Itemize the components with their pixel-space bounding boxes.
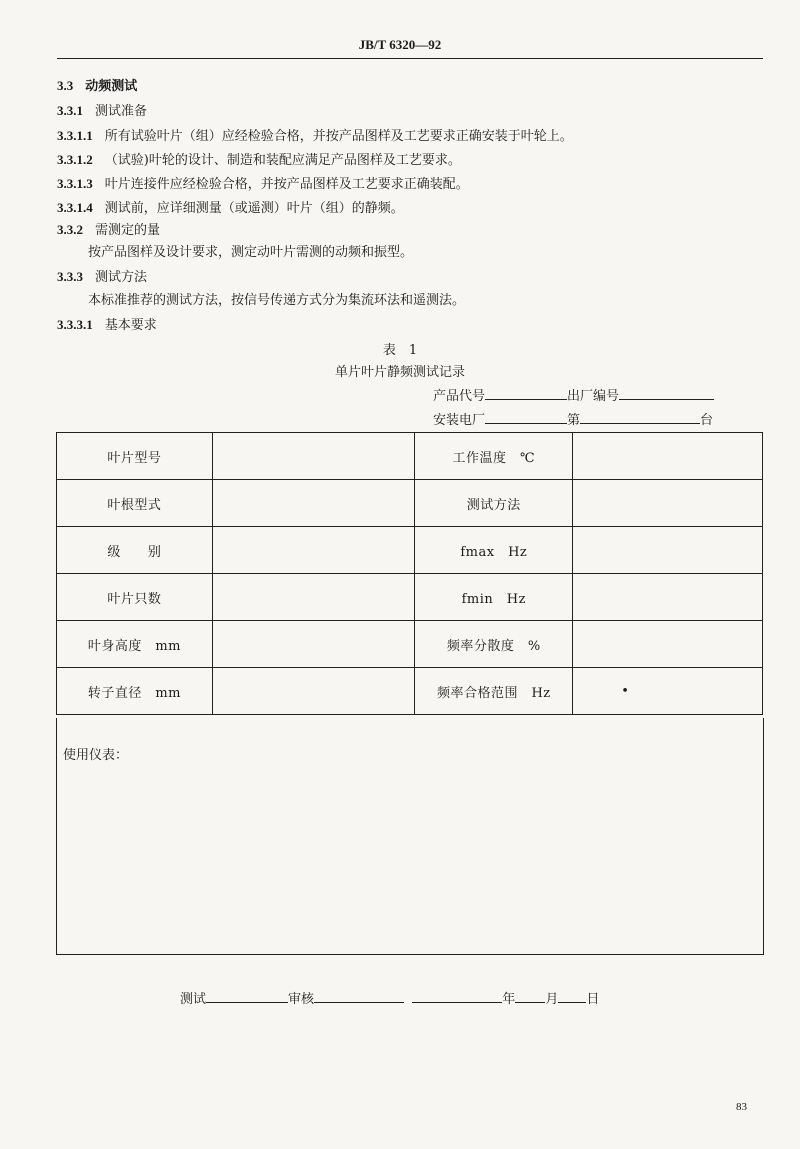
blade-height-label: 叶身高度 mm (57, 621, 213, 668)
section-3-3-2-body: 按产品图样及设计要求，测定动叶片需测的动频和振型。 (88, 245, 414, 260)
year-label: 年 (502, 992, 516, 1007)
root-type-label: 叶根型式 (57, 480, 213, 527)
year-blank[interactable] (412, 988, 502, 1003)
blade-model-value[interactable] (212, 433, 415, 480)
section-3-3-3-1: 3.3.3.1 基本要求 (57, 317, 157, 333)
work-temp-label: 工作温度 ℃ (415, 433, 573, 480)
table-title: 单片叶片静频测试记录 (334, 365, 465, 380)
reviewer-label: 审核 (288, 992, 315, 1007)
month-label: 月 (545, 992, 559, 1007)
blade-height-value[interactable] (212, 621, 415, 668)
tester-blank[interactable] (206, 988, 288, 1003)
tester-label: 测试 (180, 992, 207, 1007)
test-method-label: 测试方法 (415, 480, 573, 527)
header-rule (57, 58, 763, 59)
section-3-3-1-1: 3.3.1.1 所有试验叶片（组）应经检验合格，并按产品图样及工艺要求正确安装于叶轮上。 (57, 128, 573, 144)
section-3-3: 3.3 动频测试 (57, 78, 138, 94)
work-temp-value[interactable] (573, 433, 763, 480)
blade-count-label: 叶片只数 (57, 574, 213, 621)
plant-row (433, 409, 713, 430)
product-code-blank[interactable] (485, 385, 567, 400)
fmin-value[interactable] (573, 574, 763, 621)
blade-model-label: 叶片型号 (57, 433, 213, 480)
test-method-value[interactable] (573, 480, 763, 527)
product-code-label: 产品代号 (433, 389, 486, 404)
section-3-3-1: 3.3.1 测试准备 (57, 103, 148, 119)
freq-range-label: 频率合格范围 Hz (415, 668, 573, 715)
rotor-diameter-value[interactable] (212, 668, 415, 715)
reviewer-blank[interactable] (314, 988, 404, 1003)
fmax-value[interactable] (573, 527, 763, 574)
table-row (57, 621, 763, 668)
plant-label: 安装电厂 (433, 413, 486, 428)
page-number: 83 (736, 1101, 747, 1113)
freq-range-value[interactable]: • (573, 668, 763, 715)
blade-count-value[interactable] (212, 574, 415, 621)
unit-suffix: 台 (700, 413, 714, 428)
factory-no-blank[interactable] (619, 385, 714, 400)
product-code-row (433, 385, 714, 406)
section-3-3-1-4: 3.3.1.4 测试前，应详细测量（或遥测）叶片（组）的静频。 (57, 200, 404, 216)
section-3-3-3-body: 本标准推荐的测试方法，按信号传递方式分为集流环法和遥测法。 (88, 293, 466, 308)
factory-no-label: 出厂编号 (567, 389, 620, 404)
table-row (57, 574, 763, 621)
plant-blank[interactable] (485, 409, 567, 424)
rotor-diameter-label: 转子直径 mm (57, 668, 213, 715)
fmax-label: fmax Hz (415, 527, 573, 574)
stage-value[interactable] (212, 527, 415, 574)
table-row (57, 433, 763, 480)
freq-dispersion-value[interactable] (573, 621, 763, 668)
root-type-value[interactable] (212, 480, 415, 527)
signoff-line (180, 988, 599, 1007)
instruments-label: 使用仪表： (63, 748, 129, 763)
fmin-label: fmin Hz (415, 574, 573, 621)
section-3-3-1-2: 3.3.1.2 （试验)叶轮的设计、制造和装配应满足产品图样及工艺要求。 (57, 152, 461, 168)
section-3-3-2: 3.3.2 需测定的量 (57, 222, 161, 238)
section-3-3-1-3: 3.3.1.3 叶片连接件应经检验合格，并按产品图样及工艺要求正确装配。 (57, 176, 469, 192)
unit-prefix: 第 (567, 413, 581, 428)
unit-blank[interactable] (580, 409, 700, 424)
day-label: 日 (586, 992, 600, 1007)
freq-dispersion-label: 频率分散度 % (415, 621, 573, 668)
section-3-3-3: 3.3.3 测试方法 (57, 269, 148, 285)
instruments-box[interactable] (56, 718, 764, 955)
table-row (57, 668, 763, 715)
month-blank[interactable] (515, 988, 545, 1003)
stage-label: 级 别 (57, 527, 213, 574)
table-number: 表 1 (382, 343, 418, 358)
table-row (57, 527, 763, 574)
record-table (56, 432, 763, 715)
table-row (57, 480, 763, 527)
day-blank[interactable] (558, 988, 586, 1003)
standard-code: JB/T 6320—92 (358, 37, 442, 52)
